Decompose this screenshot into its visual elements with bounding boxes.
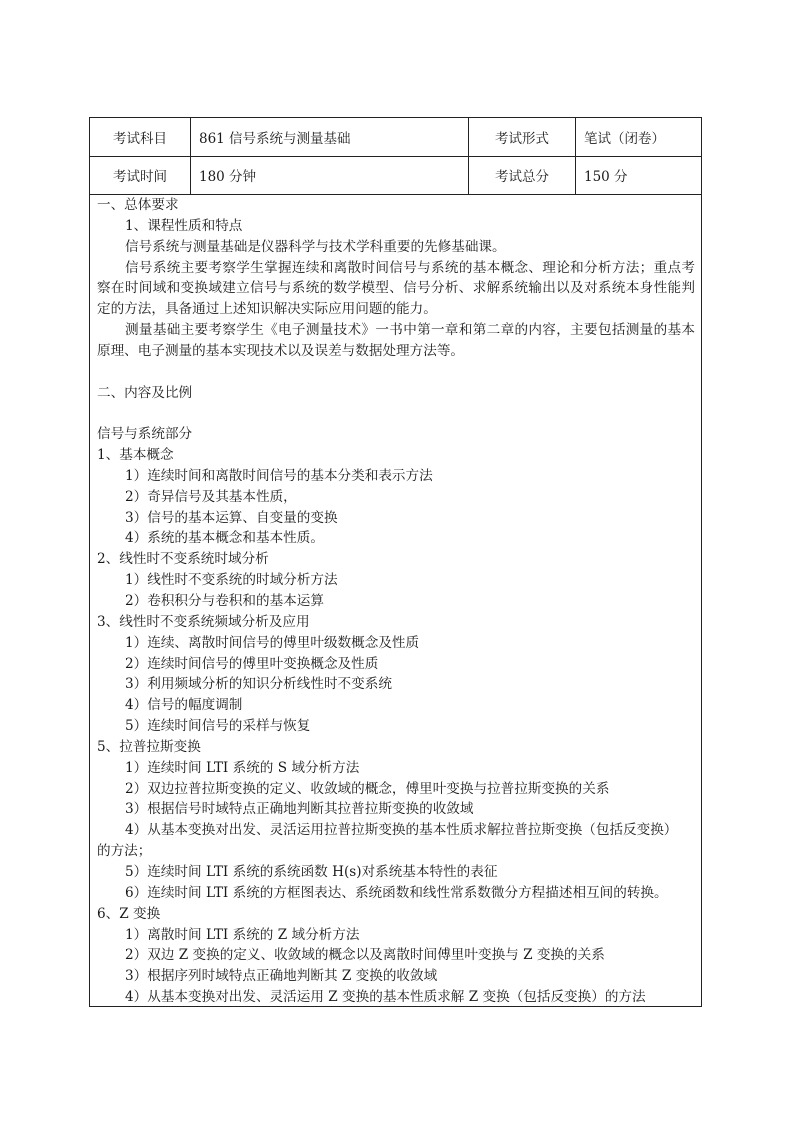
- value-exam-total-score: 150 分: [584, 169, 628, 186]
- label-exam-time: 考试时间: [90, 157, 191, 195]
- paragraph-measurement: 测量基础主要考察学生《电子测量技术》一书中第一章和第二章的内容，主要包括测量的基本原理、电子测量的基本实现技术以及误差与数据处理方法等。: [97, 322, 695, 359]
- topic-title: 6、Z 变换: [97, 905, 161, 922]
- topic-title: 5、拉普拉斯变换: [97, 738, 201, 755]
- topic-item: 5）连续时间 LTI 系统的系统函数 H(s)对系统基本特性的表征: [125, 863, 498, 880]
- topic-item: 1）连续、离散时间信号的傅里叶级数概念及性质: [125, 634, 420, 651]
- label-exam-total-score: 考试总分: [469, 157, 576, 195]
- topic-item: 1）离散时间 LTI 系统的 Z 域分析方法: [125, 926, 360, 943]
- info-row-subject: [90, 118, 701, 157]
- info-row-time: [90, 157, 701, 196]
- topic-item: 2）卷积积分与卷积和的基本运算: [125, 593, 324, 609]
- topic-title: 1、基本概念: [97, 447, 174, 464]
- topic-title: 2、线性时不变系统时域分析: [97, 551, 269, 568]
- topic-item: 4）系统的基本概念和基本性质。: [125, 530, 324, 547]
- spacer: [97, 362, 695, 383]
- topic-item: 3）利用频域分析的知识分析线性时不变系统: [125, 676, 392, 693]
- paragraph-signal-systems: 信号系统主要考察学生掌握连续和离散时间信号与系统的基本概念、理论和分析方法；重点考察在时间域和变换域建立信号与系统的数学模型、信号分析、求解系统输出以及对系统本身性能判定的方法，具备通过上述知识解决实际应用问题的能力。: [97, 259, 695, 318]
- topic-item-continuation: 的方法；: [97, 843, 152, 860]
- topic-item: 5）连续时间信号的采样与恢复: [125, 718, 311, 735]
- spacer: [97, 403, 695, 424]
- topic-item: 6）连续时间 LTI 系统的方框图表达、系统函数和线性常系数微分方程描述相互间的转换。: [125, 884, 668, 901]
- value-exam-subject: 861 信号系统与测量基础: [191, 118, 469, 156]
- part-title-signals-systems: 信号与系统部分: [97, 426, 193, 443]
- label-exam-subject: 考试科目: [90, 118, 191, 156]
- topic-item: 2）奇异信号及其基本性质，: [125, 488, 297, 505]
- topic-item: 1）连续时间和离散时间信号的基本分类和表示方法: [125, 467, 433, 484]
- topic-item: 2）连续时间信号的傅里叶变换概念及性质: [125, 655, 379, 672]
- syllabus-content: [90, 195, 701, 1006]
- topic-item: 2）双边 Z 变换的定义、收敛域的概念以及离散时间傅里叶变换与 Z 变换的关系: [125, 947, 605, 964]
- value-exam-time: 180 分钟: [191, 157, 469, 195]
- section-heading-content: 二、内容及比例: [97, 384, 193, 401]
- topic-title: 3、线性时不变系统频域分析及应用: [97, 613, 310, 630]
- topic-item: 1）连续时间 LTI 系统的 S 域分析方法: [125, 759, 360, 776]
- section-heading-general: 一、总体要求: [97, 197, 179, 213]
- topic-item: 4）从基本变换对出发、灵活运用 Z 变换的基本性质求解 Z 变换（包括反变换）的方法: [125, 989, 646, 1006]
- label-exam-format: 考试形式: [469, 118, 576, 156]
- topic-item: 2）双边拉普拉斯变换的定义、收敛域的概念，傅里叶变换与拉普拉斯变换的关系: [125, 780, 610, 797]
- exam-syllabus-table: [89, 117, 702, 1007]
- topic-item: 4）从基本变换对出发、灵活运用拉普拉斯变换的基本性质求解拉普拉斯变换（包括反变换）: [125, 822, 678, 839]
- topic-item: 1）线性时不变系统的时域分析方法: [125, 572, 338, 589]
- paragraph-intro: 信号系统与测量基础是仪器科学与技术学科重要的先修基础课。: [125, 238, 506, 255]
- topic-item: 3）信号的基本运算、自变量的变换: [125, 509, 338, 526]
- topic-item: 3）根据信号时域特点正确地判断其拉普拉斯变换的收敛域: [125, 801, 474, 818]
- value-exam-format: 笔试（闭卷）: [584, 130, 665, 147]
- topic-item: 4）信号的幅度调制: [125, 697, 243, 714]
- subheading-course-nature: 1、课程性质和特点: [125, 217, 243, 234]
- topic-item: 3）根据序列时域特点正确地判断其 Z 变换的收敛域: [125, 968, 438, 985]
